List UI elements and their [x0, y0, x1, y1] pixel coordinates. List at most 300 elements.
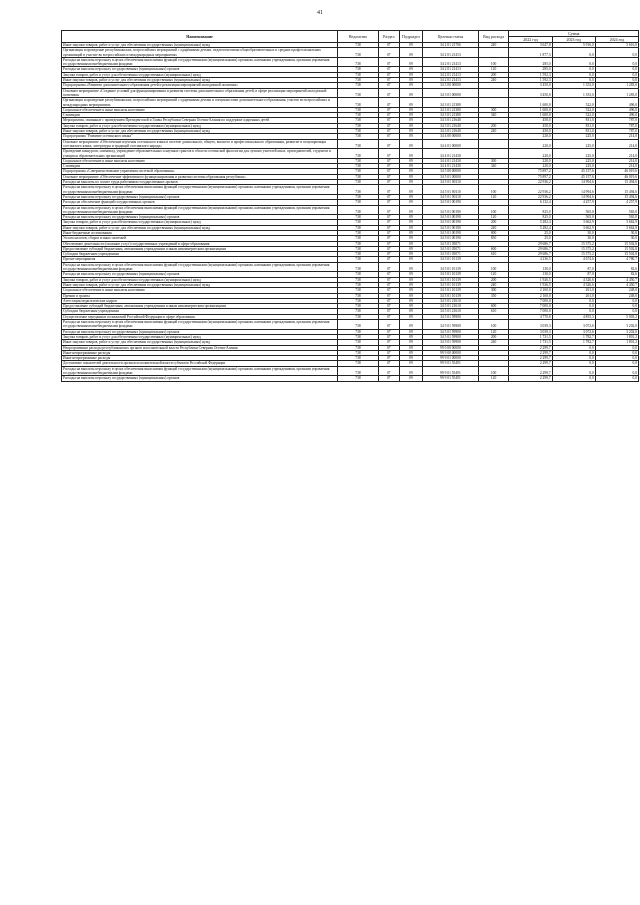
cell-name: Закупка товаров, работ и услуг для обеспечения государственных (муниципальных) нужд — [62, 123, 338, 128]
cell-dept: 738 — [338, 277, 379, 282]
cell-subsection: 09 — [399, 200, 422, 205]
cell-expense-type — [478, 139, 509, 149]
cell-2023: 225,0 — [552, 134, 595, 139]
cell-name: Закупка товаров, работ и услуг для обеспечения государственных (муниципальных) нужд — [62, 220, 338, 225]
cell-target: 34 5 01 00190 — [423, 205, 478, 215]
cell-section: 07 — [378, 257, 399, 262]
cell-2022: 25,0 — [509, 236, 552, 241]
cell-target: 34 5 01 00190 — [423, 236, 478, 241]
cell-name: Иные закупки товаров, работ и услуг для обеспечения государственных (муниципальных) нужд — [62, 340, 338, 345]
cell-2022: 1 600,0 — [509, 98, 552, 108]
cell-2023: 0,0 — [552, 298, 595, 303]
header-name: Наименование — [62, 31, 338, 43]
cell-2024: 0,0 — [595, 309, 638, 314]
cell-expense-type: 100 — [478, 366, 509, 376]
cell-dept: 738 — [338, 340, 379, 345]
cell-2023: 14 994,6 — [552, 185, 595, 195]
cell-target: 34 5 01 59900 — [423, 329, 478, 334]
cell-target: 34 3 01 21640 — [423, 129, 478, 134]
cell-2024: 565,0 — [595, 215, 638, 220]
cell-dept: 738 — [338, 98, 379, 108]
header-target: Целевая статья — [423, 31, 478, 43]
cell-2024: 46 019,6 — [595, 174, 638, 179]
cell-2023: 225,0 — [552, 139, 595, 149]
cell-expense-type: 300 — [478, 158, 509, 163]
cell-2022: 1 600,0 — [509, 107, 552, 112]
cell-dept: 738 — [338, 282, 379, 287]
cell-2023: 3 072,6 — [552, 320, 595, 330]
table-row — [62, 366, 639, 376]
cell-name: Стипендии — [62, 164, 338, 169]
cell-target: 34 5 01 00190 — [423, 220, 478, 225]
cell-dept: 738 — [338, 334, 379, 339]
cell-dept: 738 — [338, 220, 379, 225]
cell-expense-type: 300 — [478, 107, 509, 112]
cell-2022: 3 039,3 — [509, 320, 552, 330]
cell-2022: 285,0 — [509, 57, 552, 67]
cell-2024: 5 003,2 — [595, 314, 638, 319]
cell-2023: 0,0 — [552, 78, 595, 83]
cell-2024: 82,6 — [595, 272, 638, 277]
cell-2024: 0,0 — [595, 78, 638, 83]
cell-name: Расходы на выплаты персоналу в целях обеспечения выполнения функций государственными (муниципальными) органами, казенными учреждениями, органами управления государственными внебюджетными фондами — [62, 262, 338, 272]
cell-expense-type: 100 — [478, 57, 509, 67]
cell-section: 07 — [378, 220, 399, 225]
cell-2022: 450,0 — [509, 118, 552, 123]
cell-target: 34 5 01 10139 — [423, 288, 478, 293]
cell-name: Расходы на выплаты персоналу в целях обеспечения выполнения функций государственными (муниципальными) органами, казенными учреждениями, органами управления государственными внебюджетными фондами — [62, 57, 338, 67]
cell-subsection: 09 — [399, 236, 422, 241]
cell-2022: 2 299,7 — [509, 361, 552, 366]
cell-2022: 130,0 — [509, 262, 552, 272]
cell-2024: 214,0 — [595, 158, 638, 163]
cell-dept: 738 — [338, 83, 379, 88]
cell-subsection: 09 — [399, 257, 422, 262]
cell-section: 07 — [378, 361, 399, 366]
cell-2023: 45 157,6 — [552, 169, 595, 174]
cell-subsection: 09 — [399, 164, 422, 169]
cell-2023: 3 662,9 — [552, 225, 595, 230]
cell-name: Непрограммные расходы республиканских органов исполнительной власти Республики Северная Осетия-Алания — [62, 345, 338, 350]
cell-subsection: 09 — [399, 272, 422, 277]
cell-2022: 3 450,0 — [509, 83, 552, 88]
cell-dept: 738 — [338, 169, 379, 174]
cell-name: Иные закупки товаров, работ и услуг для обеспечения государственных (муниципальных) нужд — [62, 225, 338, 230]
cell-2022: 450,0 — [509, 129, 552, 134]
cell-section: 07 — [378, 180, 399, 185]
cell-section: 07 — [378, 293, 399, 298]
cell-target: 34 2 01 21706 — [423, 43, 478, 48]
cell-section: 07 — [378, 241, 399, 246]
cell-2022: 3 647,8 — [509, 43, 552, 48]
cell-dept: 738 — [338, 43, 379, 48]
cell-2023: 3 662,9 — [552, 220, 595, 225]
cell-name: Расходы на выплаты персоналу в целях обеспечения выполнения функций государственными (муниципальными) органами, казенными учреждениями, органами управления государственными внебюджетными фондами — [62, 185, 338, 195]
cell-2022: 2 160,0 — [509, 293, 552, 298]
cell-section: 07 — [378, 345, 399, 350]
cell-dept: 738 — [338, 107, 379, 112]
cell-2023: 15 375,2 — [552, 252, 595, 257]
budget-table — [61, 30, 639, 382]
cell-2023: 565,0 — [552, 205, 595, 215]
cell-target: 99 9 01 55491 — [423, 361, 478, 366]
cell-2024: 0,0 — [595, 48, 638, 58]
cell-subsection: 09 — [399, 78, 422, 83]
cell-subsection: 09 — [399, 149, 422, 159]
cell-name: Расходы на выплаты персоналу в целях обеспечения выполнения функций государственными (муниципальными) органами, казенными учреждениями, органами управления государственными внебюджетными фондами — [62, 366, 338, 376]
cell-dept: 738 — [338, 113, 379, 118]
cell-2022: 1 926,5 — [509, 282, 552, 287]
cell-dept: 738 — [338, 293, 379, 298]
cell-target: 34 4 01 00000 — [423, 139, 478, 149]
cell-name: Предоставление субсидий бюджетным, автономным учреждениям и иным некоммерческим организациям — [62, 246, 338, 251]
cell-2023: 0,0 — [552, 67, 595, 72]
cell-2024: 3 202,0 — [595, 329, 638, 334]
cell-2022: 2 299,7 — [509, 366, 552, 376]
cell-2022: 1 731,5 — [509, 340, 552, 345]
cell-target: 34 5 01 59900 — [423, 340, 478, 345]
cell-expense-type: 610 — [478, 252, 509, 257]
cell-2024: 0,0 — [595, 376, 638, 381]
cell-expense-type: 340 — [478, 164, 509, 169]
cell-subsection: 09 — [399, 298, 422, 303]
cell-dept: 738 — [338, 356, 379, 361]
budget-table-container — [61, 30, 639, 382]
cell-section: 07 — [378, 98, 399, 108]
cell-target: 34 5 01 21610 — [423, 304, 478, 309]
cell-section: 07 — [378, 174, 399, 179]
cell-2023: 0,0 — [552, 361, 595, 366]
cell-2024: 30,0 — [595, 230, 638, 235]
cell-2023: 0,0 — [552, 350, 595, 355]
cell-2024: 496,0 — [595, 113, 638, 118]
cell-target: 34 3 01 21640 — [423, 123, 478, 128]
cell-2024: 4 450,7 — [595, 282, 638, 287]
cell-2023: 831,0 — [552, 118, 595, 123]
cell-subsection: 09 — [399, 293, 422, 298]
cell-2024: 15 502,8 — [595, 246, 638, 251]
header-section: Раздел — [378, 31, 399, 43]
cell-name: Расходы на обеспечение функций государственных органов — [62, 200, 338, 205]
cell-subsection: 09 — [399, 262, 422, 272]
cell-2024: 1 283,0 — [595, 83, 638, 88]
cell-name: Расходы на выплаты персоналу государственных (муниципальных) органов — [62, 215, 338, 220]
cell-target: 34 5 01 05071 — [423, 252, 478, 257]
cell-2022: 1 731,5 — [509, 334, 552, 339]
cell-2023: 0,0 — [552, 376, 595, 381]
cell-name: Закупка товаров, работ и услуг для обеспечения государственных (муниципальных) нужд — [62, 277, 338, 282]
cell-target: 34 5 01 05071 — [423, 241, 478, 246]
table-row — [62, 57, 639, 67]
cell-dept: 738 — [338, 320, 379, 330]
header-expense-type: Вид расхода — [478, 31, 509, 43]
cell-2024: 30,0 — [595, 236, 638, 241]
cell-name: Закупка товаров, работ и услуг для обеспечения государственных (муниципальных) нужд — [62, 72, 338, 77]
cell-subsection: 09 — [399, 230, 422, 235]
table-row — [62, 205, 639, 215]
cell-name: Расходы на выплаты персоналу государственных (муниципальных) органов — [62, 329, 338, 334]
cell-dept: 738 — [338, 180, 379, 185]
cell-2022: 7 000,0 — [509, 298, 552, 303]
cell-2022: 2 299,7 — [509, 356, 552, 361]
cell-subsection: 09 — [399, 158, 422, 163]
page-number: 41 — [317, 10, 323, 16]
cell-2022: 825,0 — [509, 205, 552, 215]
cell-expense-type: 100 — [478, 262, 509, 272]
cell-2024: 0,0 — [595, 345, 638, 350]
cell-2022: 1 926,5 — [509, 277, 552, 282]
cell-2023: 0,0 — [552, 48, 595, 58]
cell-dept: 738 — [338, 246, 379, 251]
table-row — [62, 48, 639, 58]
cell-name: Подпрограмма «Совершенствование управления системой образования» — [62, 169, 338, 174]
cell-name: Социальное обеспечение и иные выплаты населению — [62, 158, 338, 163]
cell-2023: 225,0 — [552, 149, 595, 159]
cell-section: 07 — [378, 169, 399, 174]
cell-dept: 738 — [338, 288, 379, 293]
cell-subsection: 09 — [399, 118, 422, 123]
cell-section: 07 — [378, 366, 399, 376]
header-year-2022: 2022 год — [509, 37, 552, 43]
cell-expense-type — [478, 98, 509, 108]
cell-expense-type: 850 — [478, 236, 509, 241]
cell-name: Достижение показателей деятельности органов исполнительной власти субъектов Российской Федерации — [62, 361, 338, 366]
cell-subsection: 09 — [399, 350, 422, 355]
cell-dept: 738 — [338, 185, 379, 195]
cell-name: Расходы на выплаты персоналу государственных (муниципальных) органов — [62, 194, 338, 199]
cell-expense-type: 200 — [478, 72, 509, 77]
cell-subsection: 09 — [399, 174, 422, 179]
cell-section: 07 — [378, 57, 399, 67]
cell-expense-type: 100 — [478, 185, 509, 195]
cell-2022: 3 450,0 — [509, 88, 552, 98]
cell-2022: 1 592,3 — [509, 72, 552, 77]
cell-expense-type: 600 — [478, 304, 509, 309]
cell-section: 07 — [378, 320, 399, 330]
cell-section: 07 — [378, 236, 399, 241]
cell-section: 07 — [378, 277, 399, 282]
cell-2023: 0,0 — [552, 57, 595, 67]
cell-2022: 22 936,2 — [509, 185, 552, 195]
cell-section: 07 — [378, 43, 399, 48]
cell-expense-type: 120 — [478, 272, 509, 277]
cell-target: 34 5 01 10139 — [423, 262, 478, 272]
cell-expense-type — [478, 48, 509, 58]
cell-subsection: 09 — [399, 113, 422, 118]
cell-2024: 787,0 — [595, 129, 638, 134]
cell-dept: 738 — [338, 139, 379, 149]
cell-target: 34 5 01 00190 — [423, 215, 478, 220]
cell-section: 07 — [378, 262, 399, 272]
cell-target: 34 5 01 10139 — [423, 272, 478, 277]
cell-2022: 2 299,7 — [509, 350, 552, 355]
cell-name: Проведение конкурсов, олимпиад, учреждение образовательных и научных грантов в области осетинской филологии для лучших учителей школ, преподавателей, студентов и учащихся образовательных организаций — [62, 149, 338, 159]
cell-name: Иные непрограммные расходы — [62, 356, 338, 361]
cell-2024: 0,0 — [595, 304, 638, 309]
cell-2022: 1 877,3 — [509, 48, 552, 58]
cell-section: 07 — [378, 149, 399, 159]
table-row — [62, 320, 639, 330]
cell-section: 07 — [378, 252, 399, 257]
cell-subsection: 09 — [399, 361, 422, 366]
cell-target: 99 9 00 00000 — [423, 350, 478, 355]
cell-subsection: 09 — [399, 139, 422, 149]
table-row — [62, 185, 639, 195]
cell-2023: 0,0 — [552, 356, 595, 361]
cell-2024: 496,0 — [595, 98, 638, 108]
cell-subsection: 09 — [399, 194, 422, 199]
cell-dept: 738 — [338, 304, 379, 309]
cell-2024: 5 616,0 — [595, 43, 638, 48]
cell-name: Мероприятия, связанные с проведением Президентской и Главы Республики Северная Осетия-Алания по поддержке одаренных детей — [62, 118, 338, 123]
cell-dept: 738 — [338, 67, 379, 72]
table-row — [62, 139, 639, 149]
cell-section: 07 — [378, 272, 399, 277]
cell-subsection: 09 — [399, 329, 422, 334]
cell-2024: 15 494,6 — [595, 180, 638, 185]
cell-2024: 15 502,8 — [595, 241, 638, 246]
cell-section: 07 — [378, 88, 399, 98]
cell-dept: 738 — [338, 200, 379, 205]
cell-expense-type: 120 — [478, 376, 509, 381]
cell-dept: 738 — [338, 298, 379, 303]
cell-target: 34 3 01 21380 — [423, 113, 478, 118]
cell-2024: 0,0 — [595, 298, 638, 303]
cell-dept: 738 — [338, 215, 379, 220]
cell-2022: 285,0 — [509, 67, 552, 72]
cell-dept: 738 — [338, 252, 379, 257]
cell-2024: 4 450,7 — [595, 277, 638, 282]
cell-subsection: 09 — [399, 67, 422, 72]
cell-2024: 0,0 — [595, 356, 638, 361]
table-row — [62, 262, 639, 272]
cell-section: 07 — [378, 113, 399, 118]
cell-target: 34 5 01 00000 — [423, 174, 478, 179]
cell-2022: 22 936,2 — [509, 194, 552, 199]
cell-subsection: 09 — [399, 205, 422, 215]
cell-2022: 29 686,7 — [509, 246, 552, 251]
cell-section: 07 — [378, 194, 399, 199]
cell-2024: 1 283,0 — [595, 88, 638, 98]
cell-target: 34 5 01 00190 — [423, 230, 478, 235]
cell-target: 34 5 01 00110 — [423, 180, 478, 185]
cell-2023: 45 157,6 — [552, 174, 595, 179]
cell-subsection: 09 — [399, 88, 422, 98]
cell-subsection: 09 — [399, 134, 422, 139]
cell-name: Предоставление субсидий бюджетным, автономным учреждениям и иным некоммерческим организациям — [62, 304, 338, 309]
cell-subsection: 09 — [399, 252, 422, 257]
cell-expense-type: 200 — [478, 123, 509, 128]
cell-dept: 738 — [338, 129, 379, 134]
cell-dept: 738 — [338, 236, 379, 241]
cell-2022: 29 686,7 — [509, 252, 552, 257]
cell-dept: 738 — [338, 78, 379, 83]
cell-target: 99 9 01 55491 — [423, 376, 478, 381]
cell-name: Социальное обеспечение и иные выплаты населению — [62, 288, 338, 293]
cell-2024: 214,0 — [595, 139, 638, 149]
cell-section: 07 — [378, 78, 399, 83]
cell-target: 34 5 01 00110 — [423, 185, 478, 195]
cell-target: 34 2 01 21413 — [423, 78, 478, 83]
cell-dept: 738 — [338, 230, 379, 235]
cell-expense-type: 240 — [478, 129, 509, 134]
cell-section: 07 — [378, 225, 399, 230]
cell-2022: 220,0 — [509, 139, 552, 149]
cell-dept: 738 — [338, 272, 379, 277]
cell-subsection: 09 — [399, 169, 422, 174]
cell-name: Расходы на выплаты персоналу в целях обеспечения выполнения функций государственными (муниципальными) органами, казенными учреждениями, органами управления государственными внебюджетными фондами — [62, 205, 338, 215]
cell-dept: 738 — [338, 164, 379, 169]
cell-target: 34 3 01 21640 — [423, 118, 478, 123]
cell-subsection: 09 — [399, 304, 422, 309]
table-row — [62, 149, 639, 159]
table-row — [62, 98, 639, 108]
cell-section: 07 — [378, 67, 399, 72]
cell-section: 07 — [378, 123, 399, 128]
cell-2024: 3 202,0 — [595, 320, 638, 330]
header-sum: Сумма — [509, 31, 639, 37]
cell-2023: 14 994,6 — [552, 180, 595, 185]
cell-2024: 214,0 — [595, 149, 638, 159]
cell-2023: 261,0 — [552, 288, 595, 293]
cell-section: 07 — [378, 230, 399, 235]
cell-section: 07 — [378, 314, 399, 319]
cell-dept: 738 — [338, 345, 379, 350]
cell-subsection: 09 — [399, 334, 422, 339]
cell-dept: 738 — [338, 329, 379, 334]
cell-dept: 738 — [338, 72, 379, 77]
cell-2024: 0,0 — [595, 67, 638, 72]
cell-target: 34 3 01 21380 — [423, 98, 478, 108]
cell-2022: 2 299,7 — [509, 345, 552, 350]
cell-dept: 738 — [338, 309, 379, 314]
cell-2022: 2 299,7 — [509, 376, 552, 381]
cell-2023: 3 072,6 — [552, 329, 595, 334]
cell-2023: 4 855,3 — [552, 314, 595, 319]
cell-target: 34 4 01 21430 — [423, 149, 478, 159]
cell-target: 34 5 01 21610 — [423, 298, 478, 303]
cell-name: Основное мероприятие «Создание условий для функционирования и развития системы дополнительного образования детей, в сфере реализации мероприятий молодежной политики» — [62, 88, 338, 98]
cell-target: 34 5 00 00000 — [423, 169, 478, 174]
cell-2023: 0,0 — [552, 366, 595, 376]
cell-name: Обеспечение деятельности (оказание услуг) государственных учреждений в сфере образования — [62, 241, 338, 246]
cell-name: Уплата налогов, сборов и иных платежей — [62, 236, 338, 241]
cell-2022: 3 039,3 — [509, 329, 552, 334]
cell-subsection: 09 — [399, 356, 422, 361]
cell-expense-type: 240 — [478, 43, 509, 48]
cell-2022: 75 897,2 — [509, 174, 552, 179]
cell-2022: 220,0 — [509, 158, 552, 163]
cell-expense-type: 800 — [478, 230, 509, 235]
cell-2024: 248,0 — [595, 293, 638, 298]
cell-dept: 738 — [338, 48, 379, 58]
cell-name: Расходы на выплаты персоналу государственных (муниципальных) органов — [62, 376, 338, 381]
table-header — [62, 31, 639, 43]
cell-section: 07 — [378, 205, 399, 215]
cell-subsection: 09 — [399, 220, 422, 225]
cell-2024: 214,0 — [595, 134, 638, 139]
cell-subsection: 09 — [399, 107, 422, 112]
cell-expense-type: 350 — [478, 293, 509, 298]
cell-2023: 4 674,6 — [552, 257, 595, 262]
cell-2024: 0,0 — [595, 361, 638, 366]
cell-2024: 0,0 — [595, 57, 638, 67]
cell-2022: 825,0 — [509, 215, 552, 220]
cell-2023: 30,0 — [552, 230, 595, 235]
cell-target: 99 9 01 55491 — [423, 366, 478, 376]
cell-expense-type: 600 — [478, 246, 509, 251]
cell-2022: 220,0 — [509, 134, 552, 139]
